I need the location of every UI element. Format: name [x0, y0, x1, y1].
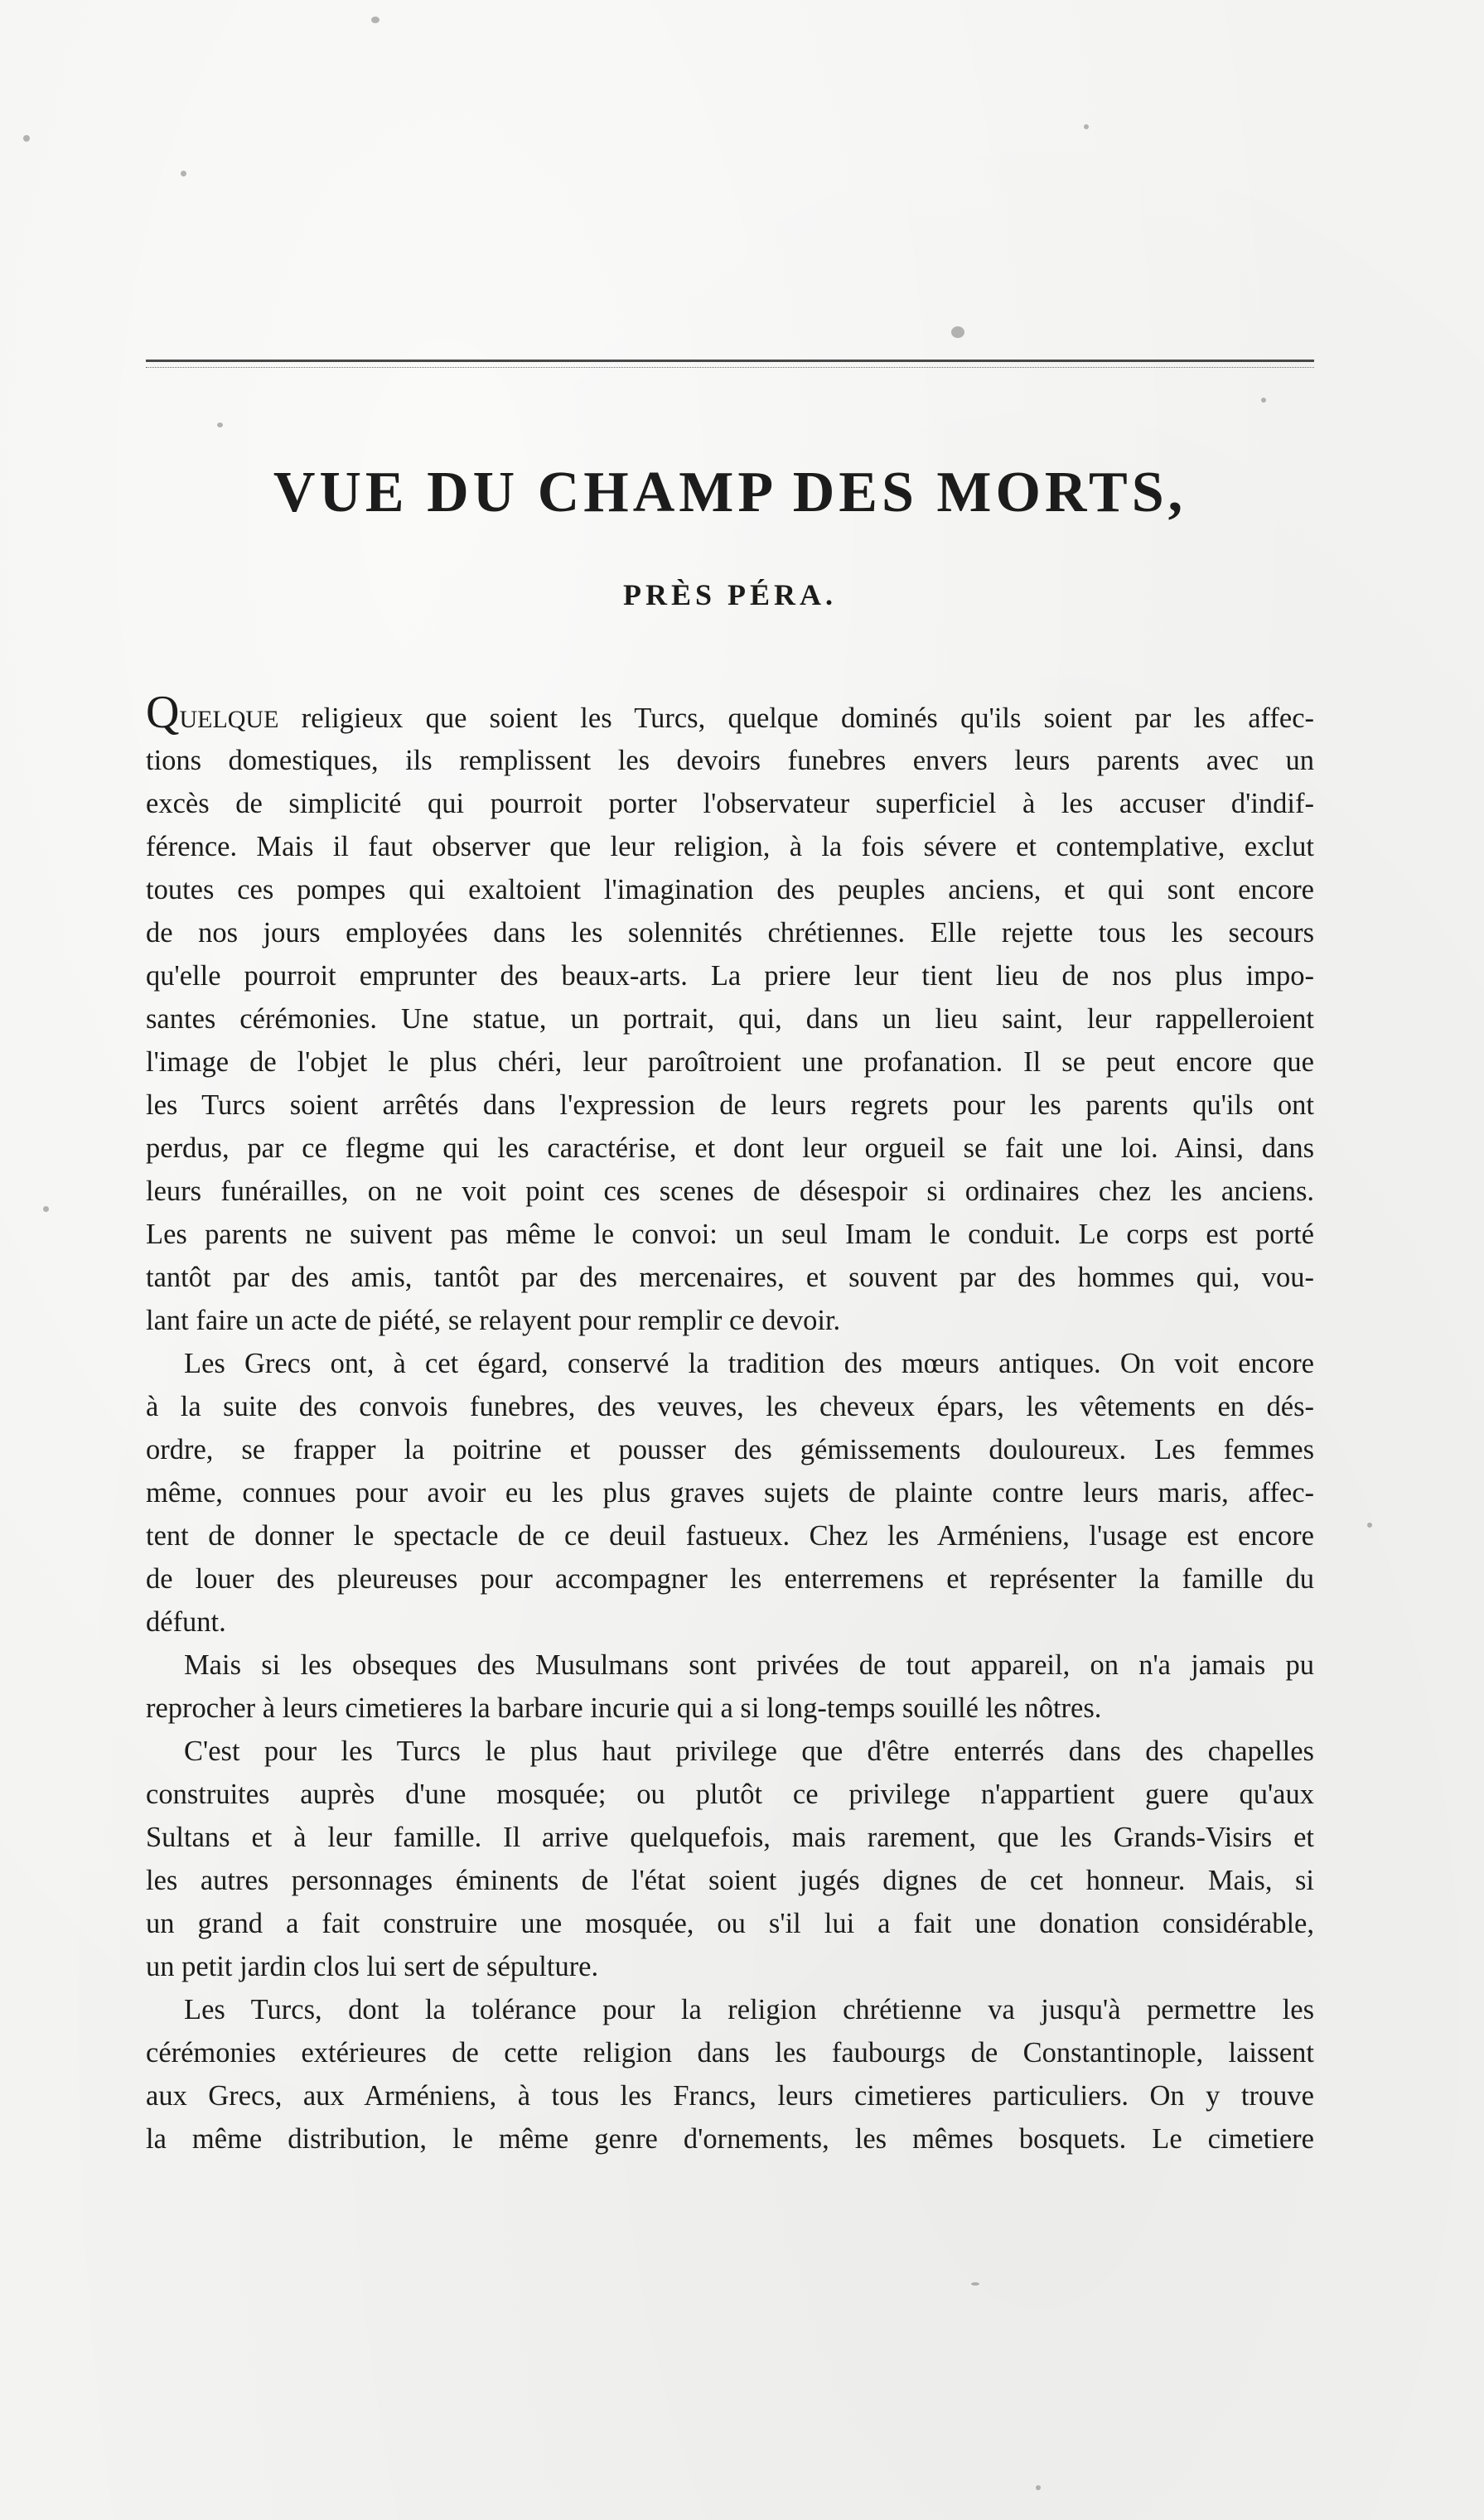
speck	[1261, 398, 1266, 403]
text-line: perdus, par ce flegme qui les caractérise, et dont leur orgueil se fait une loi. Ainsi, dans	[146, 1132, 1314, 1164]
page-title: VUE DU CHAMP DES MORTS,	[273, 461, 1187, 524]
speck	[181, 171, 186, 176]
speck	[1367, 1523, 1372, 1528]
text-line: tions domestiques, ils remplissent les devoirs funebres envers leurs parents avec un	[146, 745, 1314, 776]
text-line: la même distribution, le même genre d'ornements, les mêmes bosquets. Le cimetiere	[146, 2123, 1314, 2155]
text-line: un petit jardin clos lui sert de sépulture.	[146, 1951, 599, 1982]
speck	[23, 135, 30, 142]
text-line: férence. Mais il faut observer que leur religion, à la fois sévere et contemplative, exclut	[146, 831, 1314, 862]
text-line: l'image de l'objet le plus chéri, leur paroîtroient une profanation. Il se peut encore que	[146, 1046, 1314, 1078]
text-line: toutes ces pompes qui exaltoient l'imagination des peuples anciens, et qui sont encore	[146, 874, 1314, 905]
text-line: santes cérémonies. Une statue, un portrait, qui, dans un lieu saint, leur rappelleroient	[146, 1003, 1314, 1035]
text-line: de louer des pleureuses pour accompagner les enterremens et représenter la famille du	[146, 1563, 1314, 1595]
text-line: lant faire un acte de piété, se relayent pour remplir ce devoir.	[146, 1305, 841, 1336]
text-line: à la suite des convois funebres, des veuves, les cheveux épars, les vêtements en dés-	[146, 1391, 1314, 1422]
page-subtitle: PRÈS PÉRA.	[622, 578, 838, 611]
text-line-first	[146, 687, 1315, 739]
text-line: aux Grecs, aux Arméniens, à tous les Francs, leurs cimetieres particuliers. On y trouve	[146, 2080, 1314, 2112]
text-line: tent de donner le spectacle de ce deuil fastueux. Chez les Arméniens, l'usage est encore	[146, 1520, 1314, 1552]
text-line: Les Turcs, dont la tolérance pour la religion chrétienne va jusqu'à permettre les	[184, 1994, 1314, 2025]
speck	[951, 326, 964, 338]
text-line: construites auprès d'une mosquée; ou plutôt ce privilege n'appartient guere qu'aux	[146, 1779, 1314, 1810]
speck	[371, 17, 379, 23]
text-line: ordre, se frapper la poitrine et pousser des gémissements douloureux. Les femmes	[146, 1434, 1314, 1465]
text-line: qu'elle pourroit emprunter des beaux-arts. La priere leur tient lieu de nos plus impo-	[146, 960, 1314, 992]
text-line: Les Grecs ont, à cet égard, conservé la tradition des mœurs antiques. On voit encore	[184, 1348, 1314, 1379]
speck	[1036, 2485, 1041, 2490]
text-line: Mais si les obseques des Musulmans sont privées de tout appareil, on n'a jamais pu	[184, 1649, 1314, 1681]
text-line: un grand a fait construire une mosquée, ou s'il lui a fait une donation considérable,	[146, 1908, 1314, 1939]
text-line: excès de simplicité qui pourroit porter l'observateur superficiel à les accuser d'indif-	[146, 788, 1314, 819]
text-line: reprocher à leurs cimetieres la barbare incurie qui a si long-temps souillé les nôtres.	[146, 1692, 1102, 1724]
speck	[1084, 124, 1089, 129]
drop-cap: Q	[146, 687, 180, 738]
line-text: religieux que soient les Turcs, quelque dominés qu'ils soient par les affec-	[301, 702, 1315, 734]
body-text	[146, 687, 1315, 2160]
text-line: de nos jours employées dans les solennités chrétiennes. Elle rejette tous les secours	[146, 917, 1314, 949]
text-line: leurs funérailles, on ne voit point ces scenes de désespoir si ordinaires chez les anciens.	[146, 1176, 1314, 1207]
text-line: Sultans et à leur famille. Il arrive quelquefois, mais rarement, que les Grands-Visirs et	[146, 1822, 1314, 1853]
speck	[43, 1206, 49, 1212]
speck	[217, 422, 223, 427]
text-line: Les parents ne suivent pas même le convoi: un seul Imam le conduit. Le corps est porté	[146, 1219, 1314, 1250]
header-rule	[146, 360, 1314, 368]
text-line: défunt.	[146, 1606, 226, 1638]
speck	[971, 2282, 979, 2286]
text-line: les autres personnages éminents de l'état soient jugés dignes de cet honneur. Mais, si	[146, 1865, 1314, 1896]
text-line: cérémonies extérieures de cette religion dans les faubourgs de Constantinople, laissent	[146, 2037, 1314, 2069]
text-line: C'est pour les Turcs le plus haut privilege que d'être enterrés dans des chapelles	[184, 1736, 1314, 1767]
text-line: les Turcs soient arrêtés dans l'expression de leurs regrets pour les parents qu'ils ont	[146, 1089, 1314, 1121]
text-line: même, connues pour avoir eu les plus graves sujets de plainte contre leurs maris, affec-	[146, 1477, 1314, 1509]
text-line: tantôt par des amis, tantôt par des mercenaires, et souvent par des hommes qui, vou-	[146, 1262, 1314, 1293]
drop-cap-rest: UELQUE	[179, 706, 279, 733]
